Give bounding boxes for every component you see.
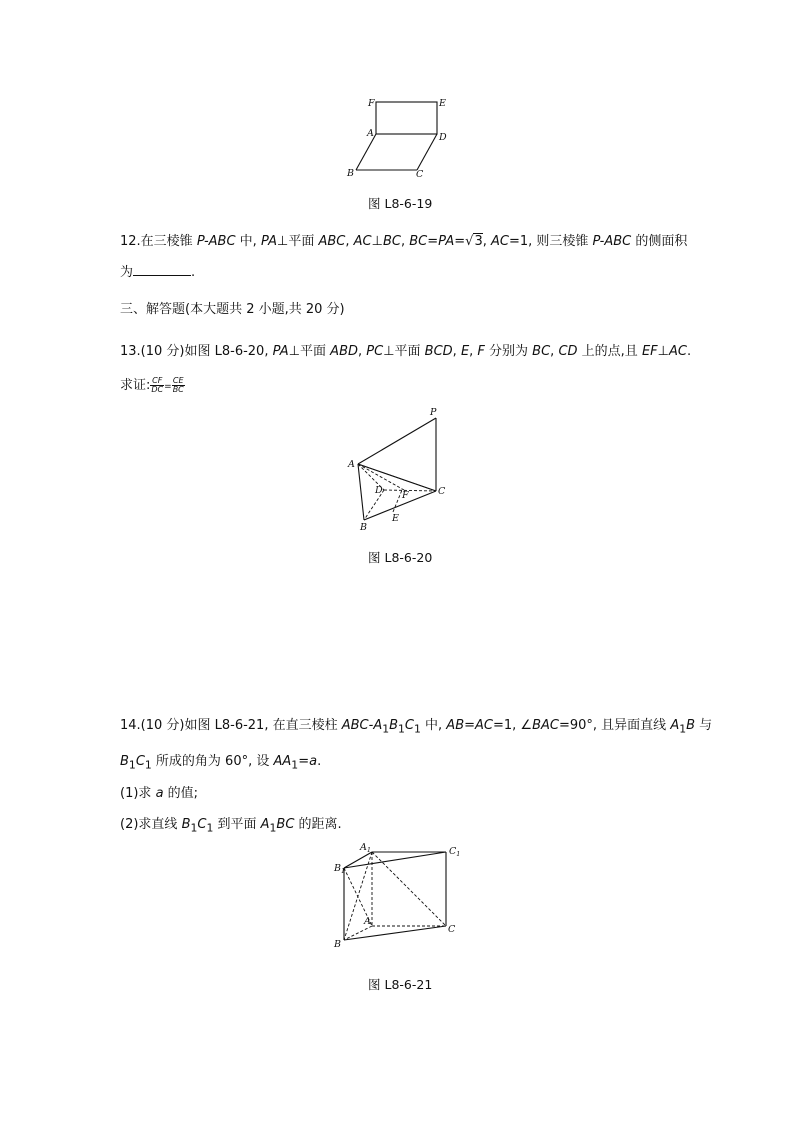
- fig20-label-d: D: [375, 485, 383, 496]
- answer-blank: [133, 264, 191, 276]
- fraction-cf-dc: $\frac{CF}{DC}$: [151, 376, 164, 394]
- figure-l8-6-20: [340, 404, 460, 534]
- figure-l8-6-21: [330, 840, 470, 952]
- fig20-label-b: B: [360, 522, 367, 533]
- fraction-ce-bc: $\frac{CE}{BC}$: [172, 376, 184, 394]
- fig21-label-a: A: [364, 916, 371, 927]
- fig19-label-c: C: [416, 169, 424, 180]
- q13-line1: 13.(10 分)如图 L8-6-20, PA⊥平面 ABD, PC⊥平面 BCD, E, F 分别为 BC, CD 上的点,且 EF⊥AC.: [120, 344, 692, 359]
- fig19-caption: 图 L8-6-19: [368, 196, 433, 211]
- fig21-label-b: B: [334, 939, 341, 950]
- fig20-label-f: F: [402, 490, 409, 501]
- q14-line1: 14.(10 分)如图 L8-6-21, 在直三棱柱 ABC-$A_1B_1C_1$ 中, AB=AC=1, ∠BAC=90°, 且异面直线 $A_1B$ 与: [120, 718, 713, 736]
- q14-part1: (1)求 a 的值;: [120, 786, 199, 801]
- fig20-label-a: A: [348, 459, 355, 470]
- fig19-label-f: F: [368, 98, 375, 109]
- q12-line1: 12.在三棱锥 P-ABC 中, PA⊥平面 ABC, AC⊥BC, BC=PA=√3, AC=1, 则三棱锥 P-ABC 的侧面积: [120, 234, 688, 249]
- fig19-label-b: B: [347, 168, 354, 179]
- q12-line2: 为 .: [120, 265, 196, 280]
- q13-proof-line: 求证: $\frac{CF}{DC}$ = $\frac{CE}{BC}$: [120, 376, 184, 394]
- fig21-caption: 图 L8-6-21: [368, 977, 433, 992]
- figure-l8-6-19: [340, 94, 460, 182]
- fig21-label-b1: $B_1$: [334, 863, 346, 875]
- q14-line2: $B_1C_1$ 所成的角为 60°, 设 $AA_1=a$.: [120, 754, 322, 772]
- fig20-label-p: P: [430, 407, 437, 418]
- section-3-heading: 三、解答题(本大题共 2 小题,共 20 分): [120, 302, 345, 317]
- q14-part2: (2)求直线 $B_1C_1$ 到平面 $A_1BC$ 的距离.: [120, 817, 342, 835]
- fig20-caption: 图 L8-6-20: [368, 550, 433, 565]
- fig20-label-c: C: [438, 486, 446, 497]
- fig19-label-d: D: [439, 132, 447, 143]
- fig19-label-a: A: [367, 128, 374, 139]
- fig19-label-e: E: [439, 98, 446, 109]
- fig20-label-e: E: [392, 513, 399, 524]
- fig21-label-c: C: [448, 924, 456, 935]
- fig21-label-c1: $C_1$: [449, 846, 461, 858]
- fig21-label-a1: $A_1$: [360, 842, 372, 854]
